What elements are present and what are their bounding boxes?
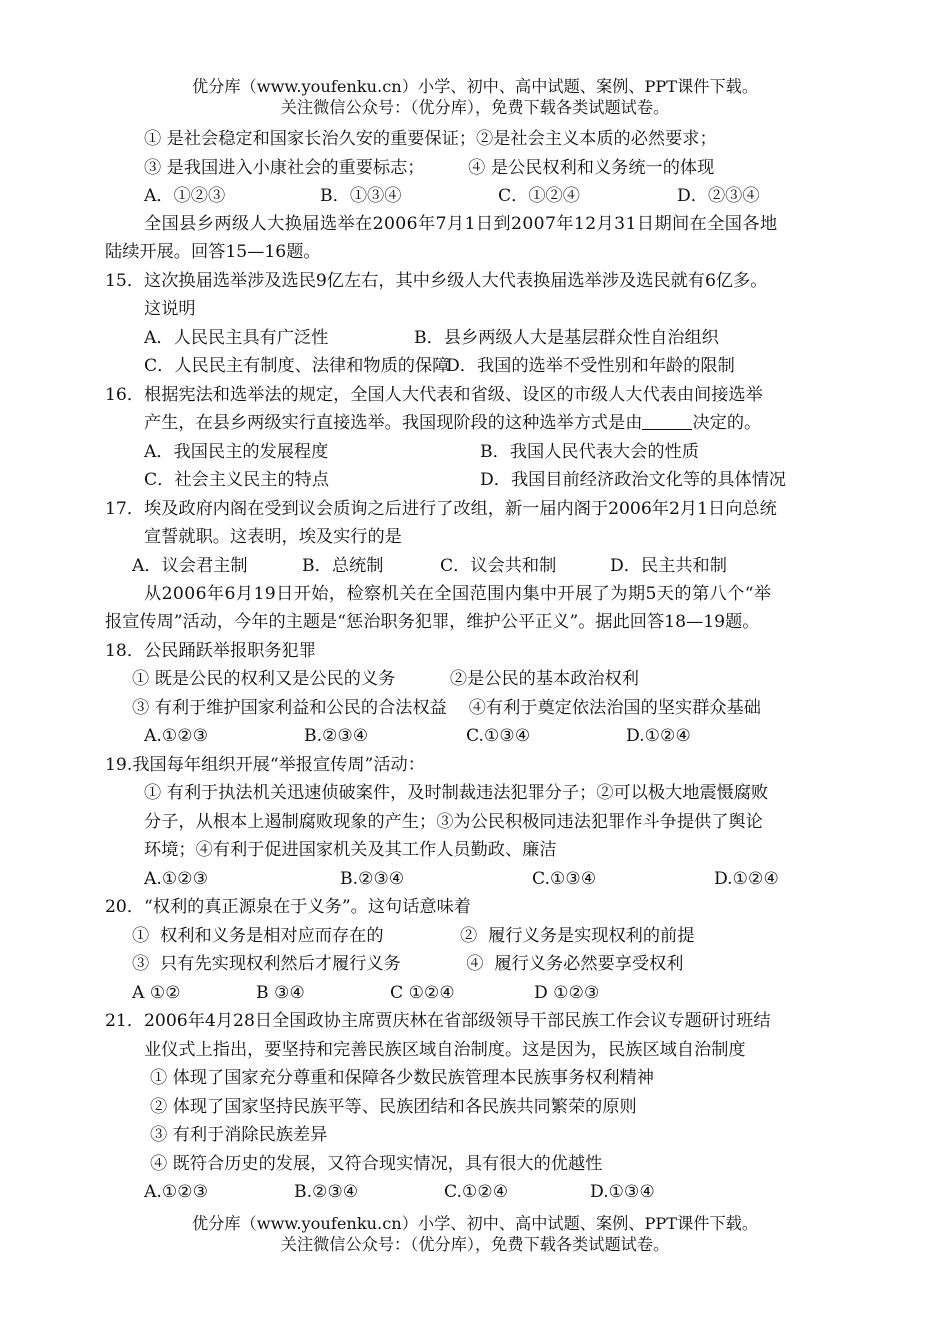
intro-15-16-line-2: 陆续开展。回答15—16题。 bbox=[105, 242, 321, 262]
q15-option-d: D．我国的选举不受性别和年龄的限制 bbox=[446, 356, 735, 376]
q19-option-d: D.①②④ bbox=[714, 869, 779, 889]
q18-option-b: B.②③④ bbox=[304, 726, 369, 746]
q21-option-d: D.①③④ bbox=[590, 1182, 655, 1202]
q21-option-b: B.②③④ bbox=[294, 1182, 359, 1202]
q14-option-d: D．②③④ bbox=[677, 186, 760, 206]
q15-stem-1: 这次换届选举涉及选民9亿左右，其中乡级人大代表换届选举涉及选民就有6亿多。 bbox=[144, 271, 768, 291]
q17-option-d: D．民主共和制 bbox=[610, 556, 727, 576]
q14-option-c: C．①②④ bbox=[498, 186, 580, 206]
q19-statement-2: 分子，从根本上遏制腐败现象的产生；③为公民积极同违法犯罪作斗争提供了舆论 bbox=[144, 812, 763, 832]
intro-18-19-line-2: 报宣传周”活动，今年的主题是“惩治职务犯罪，维护公平正义”。据此回答18—19题。 bbox=[105, 612, 760, 632]
q17-option-b: B．总统制 bbox=[302, 556, 384, 576]
q16-number: 16． bbox=[105, 385, 145, 405]
q18-statement-1: ① 既是公民的权利又是公民的义务 ②是公民的基本政治权利 bbox=[132, 669, 639, 689]
header-line-2: 关注微信公众号：（优分库），免费下载各类试题试卷。 bbox=[280, 98, 670, 117]
q21-number: 21． bbox=[105, 1011, 145, 1031]
q17-option-a: A．议会君主制 bbox=[132, 556, 248, 576]
q14-statement-2: ③ 是我国进入小康社会的重要标志； ④ 是公民权利和义务统一的体现 bbox=[144, 158, 715, 178]
q15-number: 15． bbox=[105, 271, 145, 291]
q21-statement-3: ③ 有利于消除民族差异 bbox=[150, 1125, 328, 1145]
q20-statement-2: ③ 只有先实现权利然后才履行义务 ④ 履行义务必然要享受权利 bbox=[132, 954, 684, 974]
q21-option-c: C.①②④ bbox=[444, 1182, 509, 1202]
q16-stem-2 bbox=[144, 412, 761, 434]
q14-option-b: B．①③④ bbox=[320, 186, 402, 206]
q15-stem-2: 这说明 bbox=[144, 299, 196, 319]
q18-statement-2: ③ 有利于维护国家利益和公民的合法权益 ④有利于奠定依法治国的坚实群众基础 bbox=[132, 698, 761, 718]
header-line-1: 优分库（www.youfenku.cn）小学、初中、高中试题、案例、PPT课件下载。 bbox=[191, 77, 759, 96]
q19-statement-1: ① 有利于执法机关迅速侦破案件，及时制裁违法犯罪分子；②可以极大地震慑腐败 bbox=[144, 783, 769, 803]
q14-option-a: A．①②③ bbox=[144, 186, 226, 206]
q19-option-c: C.①③④ bbox=[532, 869, 597, 889]
q17-number: 17． bbox=[105, 499, 145, 519]
q16-stem-2-before: 产生，在县乡两级实行直接选举。我国现阶段的这种选举方式是由 bbox=[144, 413, 643, 433]
q19-option-b: B.②③④ bbox=[340, 869, 405, 889]
q20-option-b: B ③④ bbox=[256, 983, 305, 1003]
q21-statement-4: ④ 既符合历史的发展，又符合现实情况，具有很大的优越性 bbox=[150, 1154, 603, 1174]
q15-option-a: A．人民民主具有广泛性 bbox=[144, 328, 329, 348]
q15-option-c: C．人民民主有制度、法律和物质的保障 bbox=[144, 356, 450, 376]
intro-18-19-line-1: 从2006年6月19日开始，检察机关在全国范围内集中开展了为期5天的第八个“举 bbox=[144, 584, 772, 604]
q20-option-c: C ①②④ bbox=[390, 983, 455, 1003]
q21-statement-2: ② 体现了国家坚持民族平等、民族团结和各民族共同繁荣的原则 bbox=[150, 1097, 637, 1117]
q18-option-d: D.①②④ bbox=[626, 726, 691, 746]
q17-stem-1: 埃及政府内阁在受到议会质询之后进行了改组，新一届内阁于2006年2月1日向总统 bbox=[144, 499, 777, 519]
q16-answer-blank bbox=[642, 413, 692, 430]
q18-number: 18． bbox=[105, 641, 145, 661]
footer-line-2: 关注微信公众号：（优分库），免费下载各类试题试卷。 bbox=[280, 1235, 670, 1254]
q19-stem: 19.我国每年组织开展“举报宣传周”活动： bbox=[105, 755, 425, 775]
q16-option-c: C．社会主义民主的特点 bbox=[144, 470, 330, 490]
q21-statement-1: ① 体现了国家充分尊重和保障各少数民族管理本民族事务权利精神 bbox=[150, 1068, 654, 1088]
q18-option-a: A.①②③ bbox=[144, 726, 209, 746]
q18-option-c: C.①③④ bbox=[466, 726, 531, 746]
q17-stem-2: 宣誓就职。这表明，埃及实行的是 bbox=[144, 527, 402, 547]
q14-statement-1: ① 是社会稳定和国家长治久安的重要保证；②是社会主义本质的必然要求； bbox=[144, 129, 717, 149]
q16-stem-1: 根据宪法和选举法的规定，全国人大代表和省级、设区的市级人大代表由间接选举 bbox=[144, 385, 763, 405]
q20-number: 20． bbox=[105, 897, 145, 917]
q20-option-a: A ①② bbox=[132, 983, 181, 1003]
q20-statement-1: ① 权利和义务是相对应而存在的 ② 履行义务是实现权利的前提 bbox=[132, 926, 695, 946]
q15-option-b: B．县乡两级人大是基层群众性自治组织 bbox=[414, 328, 719, 348]
q16-stem-2-after: 决定的。 bbox=[692, 413, 762, 433]
q17-option-c: C．议会共和制 bbox=[440, 556, 557, 576]
q19-statement-3: 环境；④有利于促进国家机关及其工作人员勤政、廉洁 bbox=[144, 840, 557, 860]
q21-stem-1: 2006年4月28日全国政协主席贾庆林在省部级领导干部民族工作会议专题研讨班结 bbox=[144, 1011, 771, 1031]
q19-option-a: A.①②③ bbox=[144, 869, 209, 889]
q20-option-d: D ①②③ bbox=[534, 983, 600, 1003]
q21-stem-2: 业仪式上指出，要坚持和完善民族区域自治制度。这是因为，民族区域自治制度 bbox=[144, 1040, 746, 1060]
intro-15-16-line-1: 全国县乡两级人大换届选举在2006年7月1日到2007年12月31日期间在全国各地 bbox=[144, 214, 778, 234]
footer-line-1: 优分库（www.youfenku.cn）小学、初中、高中试题、案例、PPT课件下载。 bbox=[191, 1214, 759, 1233]
q18-stem: 公民踊跃举报职务犯罪 bbox=[144, 641, 316, 661]
q21-option-a: A.①②③ bbox=[144, 1182, 209, 1202]
q16-option-d: D．我国目前经济政治文化等的具体情况 bbox=[480, 470, 786, 490]
q16-option-b: B．我国人民代表大会的性质 bbox=[480, 442, 699, 462]
q20-stem: “权利的真正源泉在于义务”。这句话意味着 bbox=[144, 897, 471, 917]
q16-option-a: A．我国民主的发展程度 bbox=[144, 442, 329, 462]
